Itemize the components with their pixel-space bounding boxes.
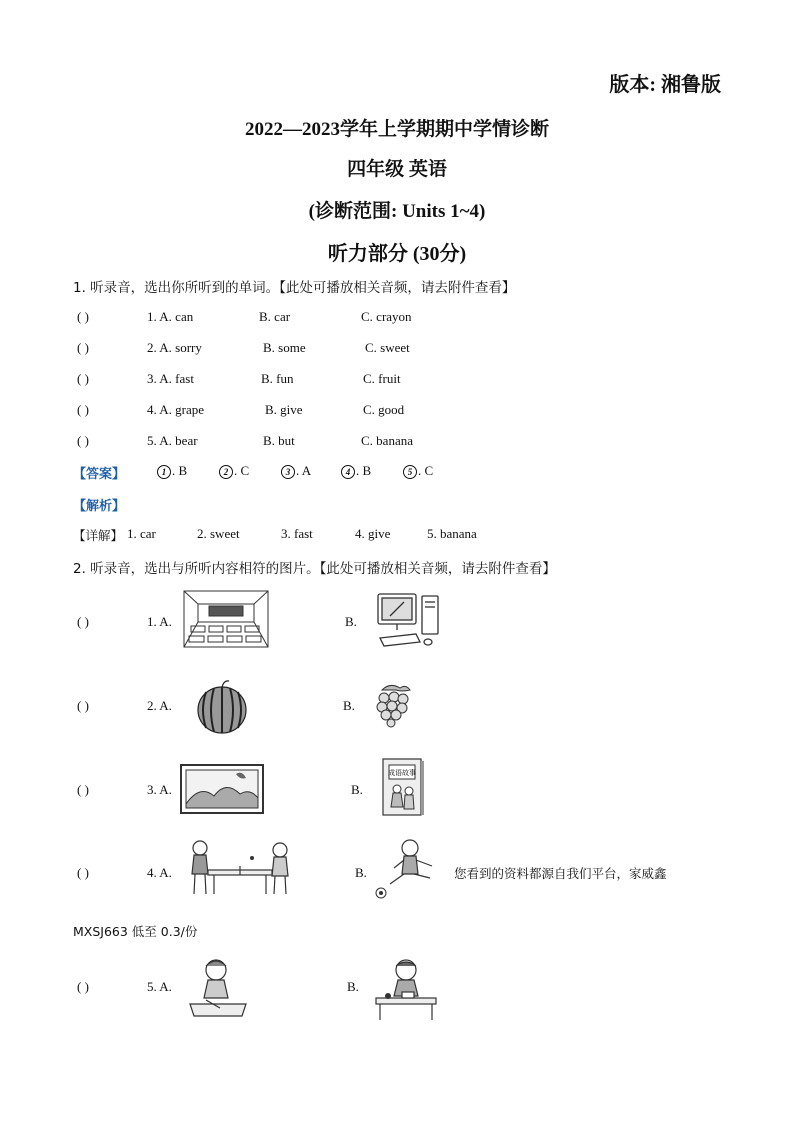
answer-blank[interactable]: ( ) (77, 614, 89, 629)
q1-prompt: 1. 听录音，选出你所听到的单词。【此处可播放相关音频，请去附件查看】 (73, 280, 516, 296)
computer-picture[interactable] (376, 592, 442, 648)
girl-drawing-picture[interactable] (186, 956, 250, 1020)
exam-title: 2022—2023学年上学期期中学情诊断 (244, 119, 549, 140)
answer-blank[interactable]: ( ) (77, 402, 89, 417)
exam-scope: (诊断范围: Units 1~4) (308, 201, 486, 222)
classroom-picture[interactable] (183, 590, 269, 648)
ad-line-1: 您看到的资料都源自我们平台，家威鑫 (454, 866, 667, 881)
answer-blank[interactable]: ( ) (77, 371, 89, 386)
football-picture[interactable] (372, 838, 442, 900)
watermelon-picture[interactable] (196, 678, 248, 734)
section-title: 听力部分 (30分) (327, 243, 467, 265)
ping-pong-picture[interactable] (186, 838, 296, 898)
painting-picture[interactable] (180, 764, 264, 814)
ad-line-2: MXSJ663 低至 0.3/份 (73, 924, 198, 939)
answer-blank[interactable]: ( ) (77, 309, 89, 324)
answer-blank[interactable]: ( ) (77, 433, 89, 448)
book-title: 成语故事 (388, 769, 416, 777)
answer-blank[interactable]: ( ) (77, 979, 89, 994)
boy-writing-picture[interactable] (372, 956, 440, 1022)
answer-blank[interactable]: ( ) (77, 865, 89, 880)
edition-label: 版本: 湘鲁版 (609, 74, 721, 96)
storybook-picture[interactable] (381, 757, 425, 817)
q2-prompt: 2. 听录音，选出与所听内容相符的图片。【此处可播放相关音频，请去附件查看】 (73, 561, 556, 577)
answer-blank[interactable]: ( ) (77, 340, 89, 355)
answer-blank[interactable]: ( ) (77, 698, 89, 713)
grapes-picture[interactable] (372, 682, 412, 728)
grade-subject: 四年级 英语 (347, 159, 447, 180)
answer-blank[interactable]: ( ) (77, 782, 89, 797)
